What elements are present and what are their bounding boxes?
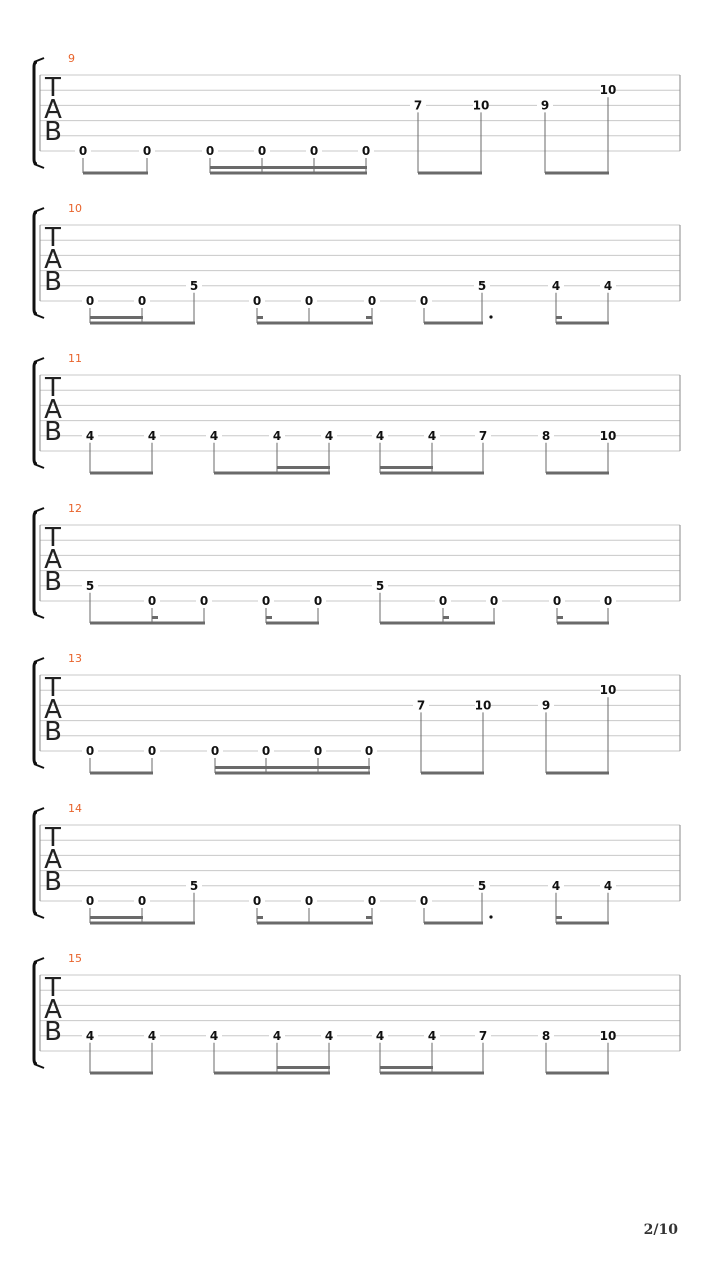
rhythm-dot <box>489 315 492 318</box>
tab-clef-letter: A <box>44 245 62 275</box>
fret-number: 0 <box>313 594 323 608</box>
beam <box>546 772 609 775</box>
beam <box>380 466 433 469</box>
bracket-hook-top <box>34 58 44 62</box>
bracket-hook-bottom <box>34 764 44 768</box>
fret-number: 4 <box>147 1028 157 1043</box>
beam-stub <box>257 316 263 319</box>
beam <box>214 472 330 475</box>
bracket-hook-top <box>34 958 44 962</box>
tab-clef-letter: T <box>45 523 61 553</box>
system-bracket <box>34 362 37 464</box>
beam <box>424 322 483 325</box>
tab-clef-letter: T <box>45 673 61 703</box>
fret-number: 0 <box>261 594 271 608</box>
beam <box>277 1066 330 1069</box>
fret-number: 0 <box>419 294 429 308</box>
beam <box>90 322 195 325</box>
fret-number: 4 <box>375 1028 385 1043</box>
fret-number: 5 <box>189 278 199 293</box>
beam <box>215 772 370 775</box>
system-bracket <box>34 512 37 614</box>
measure-number: 13 <box>68 652 82 665</box>
fret-number: 0 <box>85 294 95 308</box>
fret-number: 4 <box>551 278 561 293</box>
beam <box>90 1072 153 1075</box>
fret-number: 0 <box>85 894 95 908</box>
fret-number: 4 <box>209 1028 219 1043</box>
measure-number: 12 <box>68 502 82 515</box>
system-bracket <box>34 962 37 1064</box>
fret-number: 4 <box>603 878 613 893</box>
tab-clef-letter: T <box>45 973 61 1003</box>
tab-clef-letter: B <box>44 567 62 597</box>
tab-clef-letter: A <box>44 545 62 575</box>
fret-number: 4 <box>375 428 385 443</box>
fret-number: 4 <box>551 878 561 893</box>
bracket-hook-bottom <box>34 1064 44 1068</box>
fret-number: 0 <box>257 144 267 158</box>
fret-number: 4 <box>427 1028 437 1043</box>
tab-clef-letter: T <box>45 73 61 103</box>
fret-number: 5 <box>477 278 487 293</box>
fret-number: 4 <box>147 428 157 443</box>
fret-number: 4 <box>324 428 334 443</box>
bracket-hook-top <box>34 658 44 662</box>
fret-number: 0 <box>78 144 88 158</box>
fret-number: 4 <box>272 1028 282 1043</box>
beam <box>277 466 330 469</box>
beam <box>90 772 153 775</box>
bracket-hook-top <box>34 208 44 212</box>
fret-number: 10 <box>599 83 617 98</box>
fret-number: 0 <box>210 744 220 758</box>
fret-number: 0 <box>137 294 147 308</box>
bracket-hook-bottom <box>34 164 44 168</box>
measure-number: 15 <box>68 952 82 965</box>
fret-number: 0 <box>147 594 157 608</box>
measure-number: 11 <box>68 352 82 365</box>
fret-number: 5 <box>85 578 95 593</box>
beam <box>545 172 609 175</box>
tab-clef-letter: B <box>44 267 62 297</box>
bracket-hook-top <box>34 808 44 812</box>
fret-number: 0 <box>489 594 499 608</box>
fret-number: 0 <box>137 894 147 908</box>
beam <box>266 622 319 625</box>
fret-number: 10 <box>599 1028 617 1043</box>
beam <box>546 472 609 475</box>
beam <box>257 322 373 325</box>
beam <box>380 622 495 625</box>
fret-number: 0 <box>85 744 95 758</box>
measure-number: 14 <box>68 802 82 815</box>
fret-number: 0 <box>199 594 209 608</box>
fret-number: 4 <box>427 428 437 443</box>
bracket-hook-bottom <box>34 464 44 468</box>
measure-number: 9 <box>68 52 75 65</box>
tab-clef-letter: T <box>45 823 61 853</box>
beam <box>90 472 153 475</box>
page-number: 2/10 <box>643 1222 678 1238</box>
fret-number: 0 <box>603 594 613 608</box>
tab-clef-letter: B <box>44 717 62 747</box>
fret-number: 5 <box>375 578 385 593</box>
fret-number: 0 <box>313 744 323 758</box>
beam-stub <box>266 616 272 619</box>
beam <box>424 922 483 925</box>
beam <box>380 1072 484 1075</box>
tab-clef-letter: B <box>44 417 62 447</box>
tab-clef-letter: A <box>44 95 62 125</box>
beam <box>556 322 609 325</box>
fret-number: 0 <box>361 144 371 158</box>
tab-clef-letter: A <box>44 995 62 1025</box>
fret-number: 10 <box>599 683 617 698</box>
fret-number: 0 <box>364 744 374 758</box>
beam <box>546 1072 609 1075</box>
fret-number: 5 <box>477 878 487 893</box>
fret-number: 0 <box>304 894 314 908</box>
fret-number: 0 <box>309 144 319 158</box>
tab-clef-letter: B <box>44 867 62 897</box>
beam <box>210 172 367 175</box>
fret-number: 7 <box>478 428 488 443</box>
bracket-hook-bottom <box>34 314 44 318</box>
beam <box>380 1066 433 1069</box>
fret-number: 8 <box>541 428 551 443</box>
fret-number: 7 <box>413 98 423 113</box>
beam <box>557 622 609 625</box>
beam <box>90 622 205 625</box>
bracket-hook-bottom <box>34 614 44 618</box>
fret-number: 0 <box>205 144 215 158</box>
fret-number: 0 <box>252 294 262 308</box>
fret-number: 0 <box>367 894 377 908</box>
fret-number: 10 <box>474 698 492 713</box>
fret-number: 4 <box>209 428 219 443</box>
measure-number: 10 <box>68 202 82 215</box>
beam-stub <box>556 916 562 919</box>
beam <box>257 922 373 925</box>
bracket-hook-bottom <box>34 914 44 918</box>
beam-stub <box>257 916 263 919</box>
fret-number: 0 <box>142 144 152 158</box>
beam-stub <box>443 616 449 619</box>
fret-number: 4 <box>272 428 282 443</box>
bracket-hook-top <box>34 358 44 362</box>
fret-number: 10 <box>599 428 617 443</box>
beam <box>380 472 484 475</box>
fret-number: 5 <box>189 878 199 893</box>
fret-number: 0 <box>261 744 271 758</box>
fret-number: 0 <box>304 294 314 308</box>
fret-number: 0 <box>419 894 429 908</box>
fret-number: 4 <box>324 1028 334 1043</box>
beam <box>418 172 482 175</box>
rhythm-dot <box>489 915 492 918</box>
system-bracket <box>34 812 37 914</box>
fret-number: 10 <box>472 98 490 113</box>
fret-number: 4 <box>603 278 613 293</box>
fret-number: 8 <box>541 1028 551 1043</box>
beam <box>90 316 143 319</box>
beam-stub <box>557 616 563 619</box>
beam <box>214 1072 330 1075</box>
tab-clef-letter: A <box>44 695 62 725</box>
fret-number: 0 <box>252 894 262 908</box>
fret-number: 9 <box>541 698 551 713</box>
fret-number: 9 <box>540 98 550 113</box>
system-bracket <box>34 662 37 764</box>
tab-clef-letter: A <box>44 395 62 425</box>
fret-number: 0 <box>438 594 448 608</box>
fret-number: 4 <box>85 428 95 443</box>
tab-clef-letter: A <box>44 845 62 875</box>
beam-stub <box>366 916 372 919</box>
beam <box>90 916 143 919</box>
fret-number: 7 <box>416 698 426 713</box>
beam <box>210 166 367 169</box>
tab-clef-letter: B <box>44 1017 62 1047</box>
beam <box>83 172 148 175</box>
tab-clef-letter: T <box>45 373 61 403</box>
beam-stub <box>152 616 158 619</box>
fret-number: 7 <box>478 1028 488 1043</box>
tab-clef-letter: B <box>44 117 62 147</box>
fret-number: 0 <box>367 294 377 308</box>
tab-clef-letter: T <box>45 223 61 253</box>
beam <box>90 922 195 925</box>
beam-stub <box>556 316 562 319</box>
system-bracket <box>34 62 37 164</box>
fret-number: 4 <box>85 1028 95 1043</box>
fret-number: 0 <box>552 594 562 608</box>
beam <box>421 772 484 775</box>
beam <box>556 922 609 925</box>
beam-stub <box>366 316 372 319</box>
beam <box>215 766 370 769</box>
system-bracket <box>34 212 37 314</box>
bracket-hook-top <box>34 508 44 512</box>
fret-number: 0 <box>147 744 157 758</box>
